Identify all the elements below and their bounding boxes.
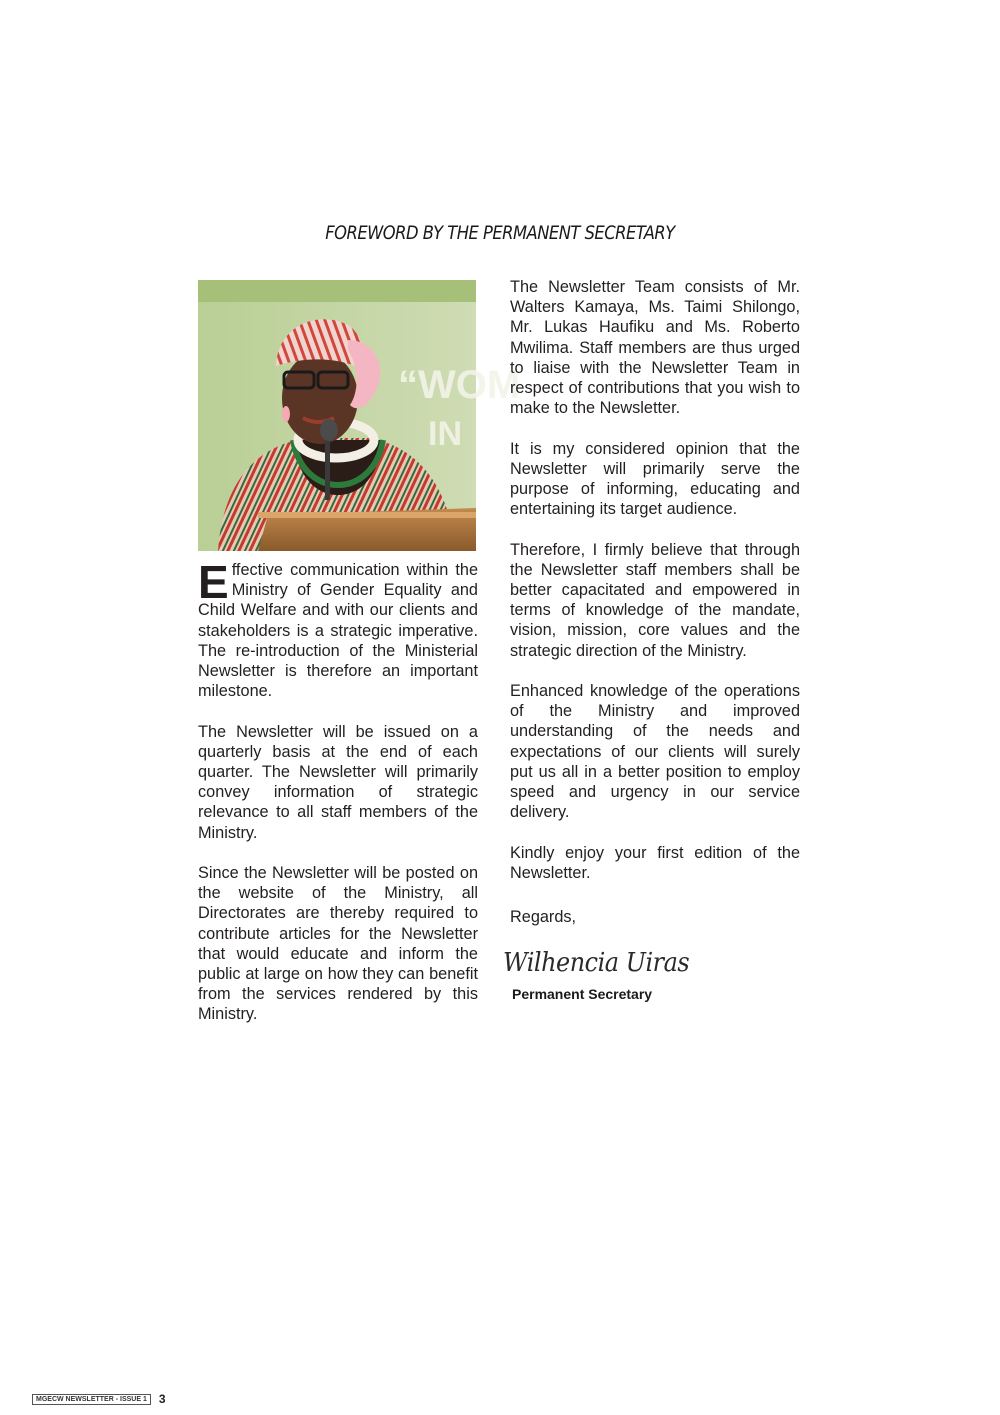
opinion-paragraph: It is my considered opinion that the Newsletter will primarily serve the purpose of informing, educating and entertaining its target audience. xyxy=(510,439,800,519)
team-paragraph: The Newsletter Team consists of Mr. Walters Kamaya, Ms. Taimi Shilongo, Mr. Lukas Haufiku and Ms. Roberto Mwilima. Staff members are thus urged to liaise with the Newsletter Team in respect of contributions that you wish to make to the Newsletter. xyxy=(510,278,800,418)
intro-paragraph xyxy=(198,556,478,701)
knowledge-paragraph: Enhanced knowledge of the operations of the Ministry and improved understanding of the needs and expectations of our clients will surely put us all in a better position to employ speed and urgency in our service delivery. xyxy=(510,682,800,822)
footer-label: MGECW NEWSLETTER - ISSUE 1 xyxy=(32,1394,151,1405)
page-title: FOREWORD BY THE PERMANENT SECRETARY xyxy=(325,222,675,244)
signatory-title: Permanent Secretary xyxy=(512,986,653,1002)
right-column xyxy=(510,277,800,947)
speaker-photo xyxy=(198,280,521,551)
signature: Wilhencia Uiras xyxy=(503,948,690,978)
svg-text:IN: IN xyxy=(428,415,462,453)
page-footer xyxy=(32,1392,166,1406)
page-number: 3 xyxy=(158,1392,166,1406)
issuance-paragraph: The Newsletter will be issued on a quarterly basis at the end of each quarter. The Newsletter will primarily convey information of strategic relevance to all staff members of the Ministry. xyxy=(198,722,478,842)
capacity-paragraph: Therefore, I firmly believe that through the Newsletter staff members shall be better capacitated and empowered in terms of knowledge of the mandate, vision, mission, core values and the strategic direction of the Ministry. xyxy=(510,540,800,660)
left-column xyxy=(198,556,478,1045)
enjoy-paragraph: Kindly enjoy your first edition of the Newsletter. xyxy=(510,843,800,882)
intro-paragraph-text: ffective communication within the Ministry of Gender Equality and Child Welfare and with our clients and stakeholders is a strategic imperative. The re-introduction of the Ministerial Newsletter is therefore an important milestone. xyxy=(198,561,478,701)
svg-text:“WOM: “WOM xyxy=(398,363,521,407)
regards-text: Regards, xyxy=(510,908,577,927)
website-paragraph: Since the Newsletter will be posted on the website of the Ministry, all Directorates are thereby required to contribute articles for the Newsletter that would educate and inform the public at large on how they can benefit from the services rendered by this Ministry. xyxy=(198,864,478,1024)
drop-cap: E xyxy=(198,556,229,608)
